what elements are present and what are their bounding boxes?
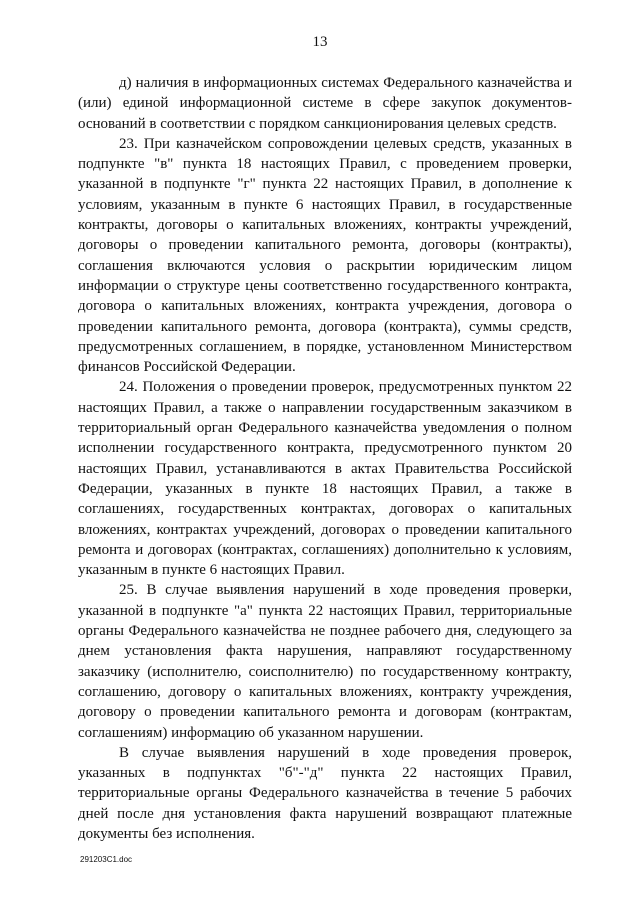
footer-doc-code: 291203С1.doc [80,855,133,864]
paragraph-23: 23. При казначейском сопровождении целевых средств, указанных в подпункте "в" пункта 18 настоящих Правил, с проведением проверки, указанной в подпункте "г" пункта 22 настоящих Правил, в дополнение к условиям, указанным в пункте 6 настоящих Правил, в государственные контракты, договоры о капитальных вложениях, контракты учреждений, договоры о проведении капитального ремонта, договоры (контракты), соглашения включаются условия о раскрытии юридическим лицом информации о структуре цены соответственно государственного контракта, договора о капитальных вложениях, контракта учреждения, договора о проведении капитального ремонта, договора (контракта), суммы средств, предусмотренных соглашением, в порядке, установленном Министерством финансов Российской Федерации. [78,135,572,376]
paragraph-item-d: д) наличия в информационных системах Федерального казначейства и (или) единой информационной системе в сфере закупок документов-оснований в соответствии с порядком санкционирования целевых средств. [78,75,572,132]
document-body [78,73,572,844]
paragraph-25-continuation: В случае выявления нарушений в ходе проведения проверок, указанных в подпунктах "б"-"д" пункта 22 настоящих Правил, территориальные органы Федерального казначейства в течение 5 рабочих дней после дня установления факта нарушений возвращают платежные документы без исполнения. [78,744,572,842]
page-number: 13 [312,34,328,50]
paragraph-25: 25. В случае выявления нарушений в ходе проведения проверки, указанной в подпункте "а" пункта 22 настоящих Правил, территориальные органы Федерального казначейства не позднее рабочего дня, следующего за днем установления факта нарушения, направляют государственному заказчику (исполнителю, соисполнителю) по государственному контракту, соглашению, договору о капитальных вложениях, контракту учреждения, договору о проведении капитального ремонта и договорам (контрактам, соглашениям) информацию об указанном нарушении. [78,582,572,741]
paragraph-24: 24. Положения о проведении проверок, предусмотренных пунктом 22 настоящих Правил, а также о направлении государственным заказчиком в территориальный орган Федерального казначейства уведомления о полном исполнении государственного контракта, предусмотренного пунктом 20 настоящих Правил, устанавливаются в актах Правительства Российской Федерации, указанных в пункте 18 настоящих Правил, а также в соглашениях, государственных контрактах, договорах о капитальных вложениях, контрактах учреждений, договорах о проведении капитального ремонта и договорах (контрактах, соглашениях) дополнительно к условиям, указанным в пункте 6 настоящих Правил. [78,379,572,579]
